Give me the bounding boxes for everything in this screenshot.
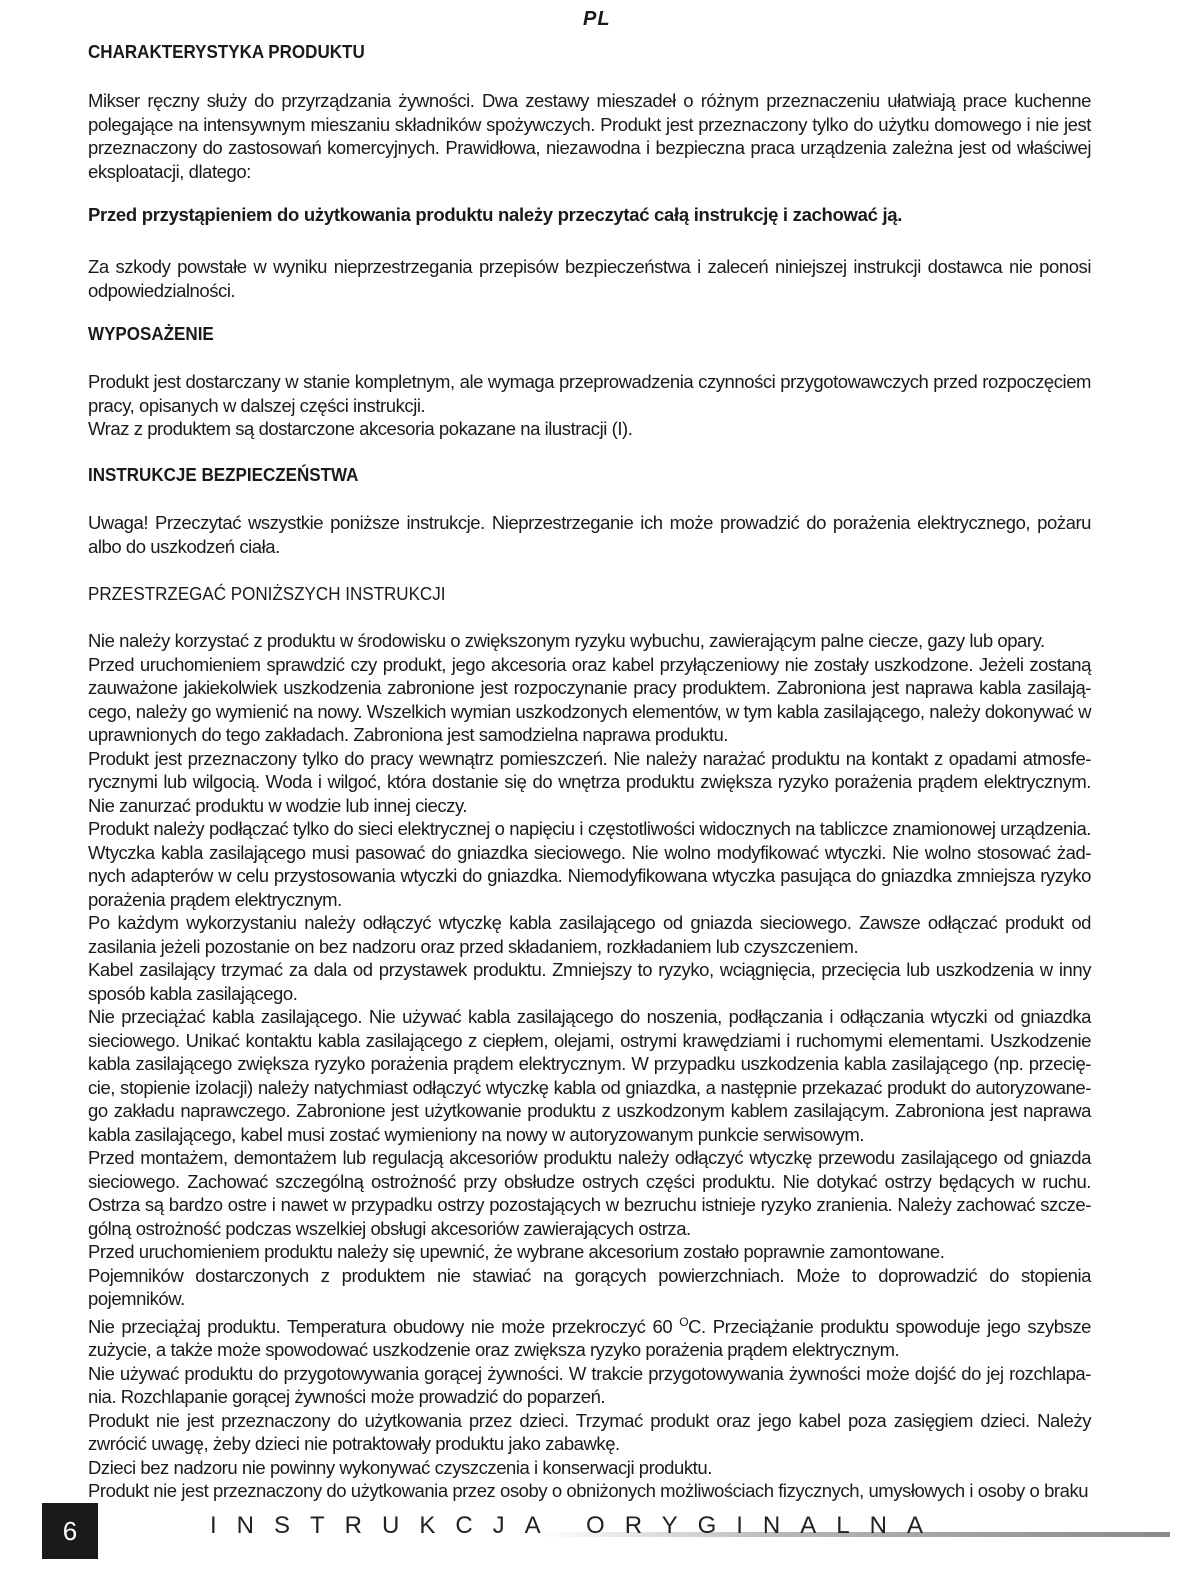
rule-item: Nie używać produktu do przygotowywania gorącej żywności. W trakcie przygotowywania żywności może dojść do jej rozchlapa-nia. Rozchlapanie gorącej żywności może prowadzić do poparzeń.	[88, 1362, 1091, 1407]
page-number: 6	[42, 1503, 98, 1559]
section-title-safety: INSTRUKCJE BEZPIECZEŃSTWA	[88, 464, 359, 485]
section-title-equipment: WYPOSAŻENIE	[88, 323, 214, 344]
rule-item: Nie przeciążać kabla zasilającego. Nie używać kabla zasilającego do noszenia, podłączania i odłączania wtyczki od gniazdka sieciowego. Unikać kontaktu kabla zasilającego z ciepłem, olejami, ostrymi krawędziami i ruchomymi elementami. Uszkodzenie kabla zasilającego zwiększa ryzyko porażenia prądem elektrycznym. W przypadku uszkodzenia kabla zasilającego (np. przecię-cie, stopienie izolacji) należy natychmiast odłączyć wtyczkę kabla od gniazdka, a następnie przekazać produkt do autoryzowane-go zakładu naprawczego. Zabronione jest użytkowanie produktu z uszkodzonym kablem zasilającym. Zabroniona jest naprawa kabla zasilającego, kabel musi zostać wymieniony na nowy w autoryzowanym punkcie serwisowym.	[88, 1006, 1091, 1145]
liability-paragraph: Za szkody powstałe w wyniku nieprzestrzegania przepisów bezpieczeństwa i zaleceń niniejszej instrukcji dostawca nie ponosi odpowiedzialności.	[88, 256, 1091, 301]
rule-item: Produkt nie jest przeznaczony do użytkowania przez osoby o obniżonych możliwościach fizycznych, umysłowych i osoby o braku	[88, 1480, 1089, 1501]
equipment-accessories: Wraz z produktem są dostarczone akcesoria pokazane na ilustracji (I).	[88, 418, 633, 439]
attention-paragraph: Uwaga! Przeczytać wszystkie poniższe instrukcje. Nieprzestrzeganie ich może prowadzić do porażenia elektrycznego, pożaru albo do uszkodzeń ciała.	[88, 512, 1091, 557]
rule-item: Przed uruchomieniem sprawdzić czy produkt, jego akcesoria oraz kabel przyłączeniowy nie zostały uszkodzone. Jeżeli zostaną zauważone jakiekolwiek uszkodzenia zabronione jest rozpoczynanie pracy produktem. Zabroniona jest naprawa kabla zasilają-cego, należy go wymienić na nowy. Wszelkich wymian uszkodzonych elementów, w tym kabla zasilającego, należy dokonywać w uprawnionych do tego zakładach. Zabroniona jest samodzielna naprawa produktu.	[88, 653, 1091, 745]
equipment-paragraph: Produkt jest dostarczany w stanie kompletnym, ale wymaga przeprowadzenia czynności przygotowawczych przed rozpoczęciem pracy, opisanych w dalszej części instrukcji.	[88, 371, 1091, 416]
equipment-block	[88, 370, 1091, 441]
section-title-product: CHARAKTERYSTYKA PRODUKTU	[88, 41, 365, 62]
footer-label: INSTRUKCJA ORYGINALNA	[210, 1512, 943, 1539]
language-code: PL	[583, 8, 611, 30]
rule-item-temperature	[88, 1311, 1091, 1362]
temp-text-b: C. Przeciążanie produktu spowoduje jego szybsze zużycie, a także może spowodować uszkodzenie oraz zwiększa ryzyko porażenia prądem elektrycznym.	[88, 1315, 1092, 1360]
temp-text-a: Nie przeciążaj produktu. Temperatura obudowy nie może przekroczyć 60	[88, 1315, 680, 1337]
rule-item: Po każdym wykorzystaniu należy odłączyć wtyczkę kabla zasilającego od gniazda sieciowego. Zawsze odłączać produkt od zasilania jeżeli pozostanie on bez nadzoru oraz przed składaniem, rozkładaniem lub czyszczeniem.	[88, 912, 1091, 957]
rule-item: Przed montażem, demontażem lub regulacją akcesoriów produktu należy odłączyć wtyczkę przewodu zasilającego od gniazda sieciowego. Zachować szczególną ostrożność przy obsłudze ostrych części produktu. Nie dotykać ostrzy będących w ruchu. Ostrza są bardzo ostre i nawet w przypadku ostrzy pozostających w bezruchu istnieje ryzyko zranienia. Należy zachować szcze-gólną ostrożność podczas wszelkiej obsługi akcesoriów zawierających ostrza.	[88, 1147, 1091, 1239]
rule-item: Produkt należy podłączać tylko do sieci elektrycznej o napięciu i częstotliwości widocznych na tabliczce znamionowej urządzenia. Wtyczka kabla zasilającego musi pasować do gniazdka sieciowego. Nie wolno modyfikować wtyczki. Nie wolno stosować żad-nych adapterów w celu przystosowania wtyczki do gniazdka. Niemodyfikowana wtyczka pasująca do gniazdka zmniejsza ryzyko porażenia prądem elektrycznym.	[88, 818, 1091, 910]
section-title-rules: PRZESTRZEGAĆ PONIŻSZYCH INSTRUKCJI	[88, 583, 446, 604]
rule-item: Produkt jest przeznaczony tylko do pracy wewnątrz pomieszczeń. Nie należy narażać produktu na kontakt z opadami atmosfe-rycznymi lub wilgocią. Woda i wilgoć, która dostanie się do wnętrza produktu zwiększa ryzyko porażenia prądem elektrycznym. Nie zanurzać produktu w wodzie lub innej cieczy.	[88, 747, 1091, 816]
rule-item: Produkt nie jest przeznaczony do użytkowania przez dzieci. Trzymać produkt oraz jego kabel poza zasięgiem dzieci. Należy zwrócić uwagę, żeby dzieci nie potraktowały produktu jako zabawkę.	[88, 1409, 1091, 1454]
warning-bold: Przed przystąpieniem do użytkowania produktu należy przeczytać całą instrukcję i zachować ją.	[88, 204, 903, 225]
rules-list	[88, 629, 1091, 1503]
rule-item: Pojemników dostarczonych z produktem nie stawiać na gorących powierzchniach. Może to doprowadzić do stopienia pojemników.	[88, 1264, 1091, 1309]
rule-item: Dzieci bez nadzoru nie powinny wykonywać czyszczenia i konserwacji produktu.	[88, 1456, 712, 1478]
rule-item: Kabel zasilający trzymać za dala od przystawek produktu. Zmniejszy to ryzyko, wciągnięcia, przecięcia lub uszkodzenia w inny sposób kabla zasilającego.	[88, 959, 1091, 1004]
intro-paragraph: Mikser ręczny służy do przyrządzania żywności. Dwa zestawy mieszadeł o różnym przeznaczeniu ułatwiają prace kuchenne polegające na intensywnym mieszaniu składników spożywczych. Produkt jest przeznaczony tylko do użytku domowego i nie jest przeznaczony do zastosowań komercyjnych. Prawidłowa, niezawodna i bezpieczna praca urządzenia zależna jest od właściwej eksploatacji, dlatego:	[88, 90, 1091, 182]
rule-item: Nie należy korzystać z produktu w środowisku o zwiększonym ryzyku wybuchu, zawierającym palne ciecze, gazy lub opary.	[88, 630, 1045, 651]
rule-item: Przed uruchomieniem produktu należy się upewnić, że wybrane akcesorium zostało poprawnie zamontowane.	[88, 1241, 945, 1262]
degree-sup: O	[679, 1314, 689, 1329]
